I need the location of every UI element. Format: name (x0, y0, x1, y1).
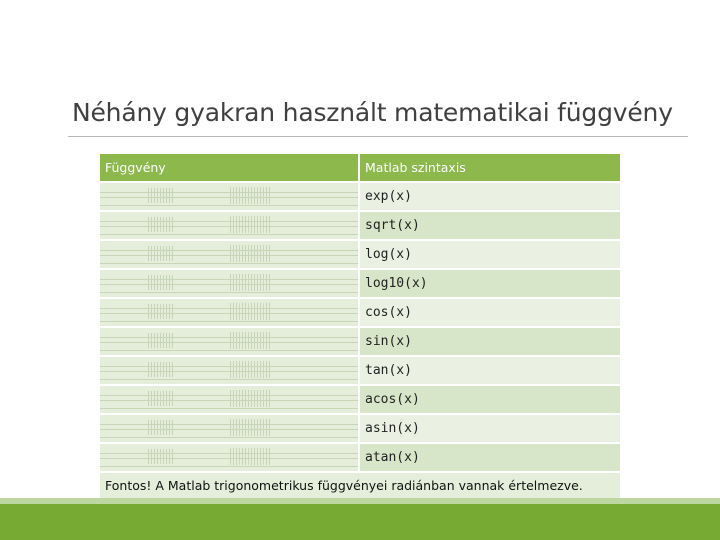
formula-rule (100, 337, 358, 338)
formula-rule (100, 453, 358, 454)
formula-rule (100, 205, 358, 206)
footer-bar (0, 504, 720, 540)
formula-rule (100, 424, 358, 425)
table-row (100, 355, 620, 384)
formula-glyph (230, 274, 270, 291)
formula-rule (100, 371, 358, 372)
formula-rule (100, 255, 358, 256)
function-formula-image (100, 415, 358, 442)
formula-glyph (148, 246, 174, 261)
formula-rule (100, 379, 358, 380)
matlab-syntax-cell: atan(x) (360, 444, 620, 471)
formula-glyph (230, 419, 270, 436)
formula-rule (100, 466, 358, 467)
function-formula-image (100, 444, 358, 471)
formula-glyph (148, 275, 174, 290)
table-body (100, 181, 620, 471)
formula-rule (100, 192, 358, 193)
formula-rule (100, 197, 358, 198)
table-row (100, 384, 620, 413)
formula-glyph (230, 390, 270, 407)
function-formula-image (100, 241, 358, 268)
matlab-syntax-cell: log(x) (360, 241, 620, 268)
formula-rule (100, 408, 358, 409)
table-header (100, 154, 620, 181)
header-matlab-syntax: Matlab szintaxis (365, 160, 466, 175)
formula-rule (100, 279, 358, 280)
formula-glyph (148, 333, 174, 348)
table-row (100, 442, 620, 471)
matlab-syntax-cell: acos(x) (360, 386, 620, 413)
matlab-syntax-cell: tan(x) (360, 357, 620, 384)
formula-rule (100, 234, 358, 235)
formula-rule (100, 429, 358, 430)
formula-rule (100, 395, 358, 396)
formula-glyph (148, 304, 174, 319)
matlab-syntax-cell: log10(x) (360, 270, 620, 297)
formula-rule (100, 313, 358, 314)
formula-rule (100, 292, 358, 293)
functions-table (100, 154, 620, 499)
formula-rule (100, 350, 358, 351)
function-formula-image (100, 270, 358, 297)
function-formula-image (100, 357, 358, 384)
formula-glyph (148, 362, 174, 377)
formula-rule (100, 437, 358, 438)
matlab-syntax-cell: exp(x) (360, 183, 620, 210)
formula-glyph (148, 449, 174, 464)
table-row (100, 326, 620, 355)
formula-glyph (148, 217, 174, 232)
formula-glyph (148, 188, 174, 203)
formula-rule (100, 250, 358, 251)
formula-rule (100, 263, 358, 264)
formula-glyph (230, 332, 270, 349)
matlab-syntax-cell: sin(x) (360, 328, 620, 355)
formula-glyph (148, 391, 174, 406)
function-formula-image (100, 183, 358, 210)
matlab-syntax-cell: asin(x) (360, 415, 620, 442)
table-row (100, 239, 620, 268)
formula-rule (100, 342, 358, 343)
formula-rule (100, 226, 358, 227)
formula-rule (100, 458, 358, 459)
function-formula-image (100, 328, 358, 355)
table-row (100, 210, 620, 239)
formula-rule (100, 400, 358, 401)
formula-rule (100, 308, 358, 309)
function-formula-image (100, 386, 358, 413)
table-footer-note: Fontos! A Matlab trigonometrikus függvényei radiánban vannak értelmezve. (100, 471, 620, 499)
function-formula-image (100, 299, 358, 326)
table-row (100, 268, 620, 297)
formula-rule (100, 321, 358, 322)
formula-rule (100, 366, 358, 367)
formula-glyph (230, 245, 270, 262)
formula-glyph (230, 187, 270, 204)
table-row (100, 181, 620, 210)
header-function: Függvény (105, 160, 166, 175)
formula-glyph (148, 420, 174, 435)
formula-rule (100, 221, 358, 222)
slide-title: Néhány gyakran használt matematikai függvény (72, 98, 673, 127)
formula-glyph (230, 448, 270, 465)
formula-glyph (230, 361, 270, 378)
matlab-syntax-cell: cos(x) (360, 299, 620, 326)
formula-glyph (230, 303, 270, 320)
title-divider (68, 136, 688, 137)
table-row (100, 297, 620, 326)
formula-glyph (230, 216, 270, 233)
matlab-syntax-cell: sqrt(x) (360, 212, 620, 239)
formula-rule (100, 284, 358, 285)
function-formula-image (100, 212, 358, 239)
table-row (100, 413, 620, 442)
